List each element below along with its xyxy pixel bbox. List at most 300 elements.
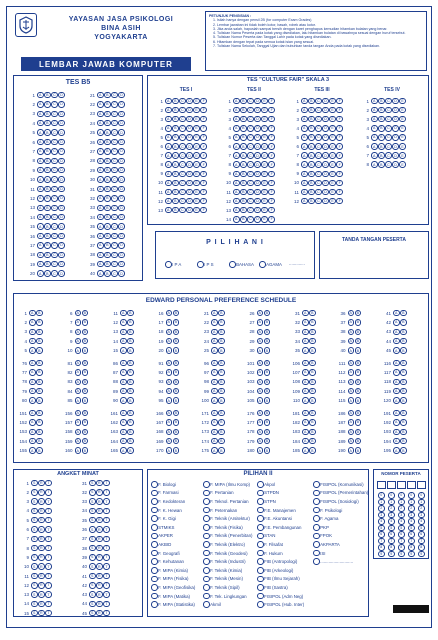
answer-bubble[interactable]: B [240, 116, 247, 123]
answer-bubble[interactable]: D [324, 117, 327, 122]
answer-bubble[interactable]: T [103, 508, 110, 515]
pilihan-2-option[interactable] [203, 601, 221, 608]
option-bubble[interactable] [257, 490, 264, 497]
digit-bubble[interactable]: 9 [418, 551, 425, 558]
pilihan-1-option[interactable] [197, 261, 214, 268]
answer-bubble[interactable]: R [98, 527, 101, 532]
answer-bubble[interactable]: A [393, 369, 400, 376]
answer-bubble[interactable]: D [394, 99, 397, 103]
answer-bubble[interactable]: E [261, 107, 268, 114]
answer-bubble[interactable]: S [31, 508, 38, 515]
option-bubble[interactable] [203, 541, 210, 548]
answer-bubble[interactable]: B [44, 261, 51, 268]
answer-bubble[interactable]: S [89, 582, 96, 589]
answer-bubble[interactable]: A [211, 329, 218, 336]
option-bubble[interactable] [197, 261, 204, 268]
answer-bubble[interactable]: R [98, 574, 101, 578]
answer-bubble[interactable]: C [113, 243, 116, 248]
answer-bubble[interactable]: A [37, 223, 44, 230]
option-bubble[interactable] [151, 524, 158, 531]
answer-bubble[interactable]: T [45, 554, 52, 561]
answer-bubble[interactable]: A [393, 419, 400, 426]
answer-bubble[interactable]: B [104, 252, 111, 259]
pilihan-2-option[interactable] [257, 481, 275, 488]
answer-bubble[interactable]: S [31, 536, 38, 543]
answer-bubble[interactable]: D [60, 271, 63, 276]
answer-bubble[interactable]: B [127, 379, 134, 386]
answer-bubble[interactable]: B [172, 107, 179, 114]
answer-bubble[interactable]: B [127, 388, 134, 395]
answer-bubble[interactable]: E [329, 98, 336, 105]
option-bubble[interactable] [257, 558, 264, 565]
option-bubble[interactable] [313, 498, 320, 505]
answer-bubble[interactable]: E [399, 116, 406, 123]
answer-bubble[interactable]: A [233, 98, 240, 105]
answer-bubble[interactable]: A [75, 338, 82, 345]
answer-bubble[interactable]: D [60, 102, 63, 107]
answer-bubble[interactable]: B [308, 171, 315, 178]
answer-bubble[interactable]: A [301, 134, 308, 141]
answer-bubble[interactable]: B [173, 338, 180, 345]
answer-bubble[interactable]: D [188, 153, 191, 158]
answer-bubble[interactable]: A [120, 447, 127, 454]
answer-bubble[interactable]: D [256, 135, 259, 140]
answer-bubble[interactable]: B [378, 143, 385, 150]
answer-bubble[interactable]: R [98, 518, 101, 523]
answer-bubble[interactable]: B [104, 205, 111, 212]
pilihan-2-option[interactable] [151, 515, 176, 522]
answer-bubble[interactable]: B [309, 347, 316, 354]
answer-bubble[interactable]: B [400, 419, 407, 426]
answer-bubble[interactable]: C [113, 130, 116, 135]
answer-bubble[interactable]: A [120, 429, 127, 436]
answer-bubble[interactable]: D [120, 102, 123, 107]
answer-bubble[interactable]: A [302, 410, 309, 417]
answer-bubble[interactable]: B [127, 447, 134, 454]
answer-bubble[interactable]: C [181, 117, 184, 122]
answer-bubble[interactable]: A [371, 116, 378, 123]
answer-bubble[interactable]: D [60, 205, 63, 210]
pilihan-2-option[interactable] [257, 533, 275, 540]
answer-bubble[interactable]: A [348, 397, 355, 404]
pilihan-2-option[interactable] [257, 567, 293, 574]
answer-bubble[interactable]: A [257, 419, 264, 426]
answer-bubble[interactable]: E [399, 143, 406, 150]
answer-bubble[interactable]: B [36, 310, 43, 317]
answer-bubble[interactable]: A [75, 410, 82, 417]
answer-bubble[interactable]: B [44, 158, 51, 165]
answer-bubble[interactable]: F [268, 198, 275, 205]
answer-bubble[interactable]: C [249, 99, 252, 103]
answer-bubble[interactable]: B [36, 338, 43, 345]
answer-bubble[interactable]: D [256, 162, 259, 167]
answer-bubble[interactable]: B [400, 438, 407, 445]
answer-bubble[interactable]: B [36, 438, 43, 445]
answer-bubble[interactable]: B [309, 329, 316, 336]
answer-bubble[interactable]: B [44, 92, 51, 99]
digit-bubble[interactable]: 3 [398, 512, 405, 519]
answer-bubble[interactable]: A [301, 180, 308, 187]
answer-bubble[interactable]: T [103, 601, 110, 608]
answer-bubble[interactable]: B [172, 198, 179, 205]
answer-bubble[interactable]: C [53, 111, 56, 116]
answer-bubble[interactable]: A [393, 379, 400, 386]
digit-bubble[interactable]: 3 [388, 512, 395, 519]
answer-bubble[interactable]: B [355, 338, 362, 345]
answer-bubble[interactable]: A [120, 419, 127, 426]
digit-bubble[interactable]: 1 [378, 499, 385, 506]
answer-bubble[interactable]: E [261, 180, 268, 187]
answer-bubble[interactable]: B [104, 176, 111, 183]
option-bubble[interactable] [313, 490, 320, 497]
answer-bubble[interactable]: B [218, 438, 225, 445]
answer-bubble[interactable]: B [309, 429, 316, 436]
answer-bubble[interactable]: A [97, 120, 104, 127]
digit-bubble[interactable]: 7 [388, 538, 395, 545]
answer-bubble[interactable]: C [249, 171, 252, 176]
answer-bubble[interactable]: F [268, 207, 275, 214]
answer-bubble[interactable]: B [173, 379, 180, 386]
answer-bubble[interactable]: B [240, 207, 247, 214]
answer-bubble[interactable]: A [120, 310, 127, 317]
answer-bubble[interactable]: B [308, 98, 315, 105]
answer-bubble[interactable]: B [378, 107, 385, 114]
answer-bubble[interactable]: A [233, 189, 240, 196]
answer-bubble[interactable]: S [89, 508, 96, 515]
answer-bubble[interactable]: A [348, 310, 355, 317]
answer-bubble[interactable]: C [113, 271, 116, 276]
answer-bubble[interactable]: D [188, 162, 191, 167]
answer-bubble[interactable]: A [165, 98, 172, 105]
answer-bubble[interactable]: D [120, 271, 123, 276]
option-bubble[interactable] [257, 533, 264, 540]
answer-bubble[interactable]: B [172, 125, 179, 132]
answer-bubble[interactable]: B [127, 419, 134, 426]
answer-bubble[interactable]: S [89, 573, 96, 580]
answer-bubble[interactable]: B [36, 319, 43, 326]
option-bubble[interactable] [203, 524, 210, 531]
answer-bubble[interactable]: B [82, 329, 89, 336]
answer-bubble[interactable]: A [166, 419, 173, 426]
answer-bubble[interactable]: A [75, 347, 82, 354]
answer-bubble[interactable]: C [53, 93, 56, 97]
option-bubble[interactable] [313, 507, 320, 514]
answer-bubble[interactable]: B [355, 388, 362, 395]
digit-entry-box[interactable] [417, 481, 426, 489]
answer-bubble[interactable]: C [387, 153, 390, 158]
answer-bubble[interactable]: A [37, 261, 44, 268]
answer-bubble[interactable]: B [172, 98, 179, 105]
option-bubble[interactable] [313, 550, 320, 557]
pilihan-2-option[interactable] [313, 558, 353, 565]
answer-bubble[interactable]: A [211, 397, 218, 404]
answer-bubble[interactable]: D [188, 117, 191, 122]
answer-bubble[interactable]: B [127, 338, 134, 345]
answer-bubble[interactable]: E [261, 171, 268, 178]
option-bubble[interactable] [257, 541, 264, 548]
answer-bubble[interactable]: A [120, 397, 127, 404]
answer-bubble[interactable]: D [60, 177, 63, 182]
answer-bubble[interactable]: D [120, 252, 123, 257]
option-bubble[interactable] [257, 593, 264, 600]
answer-bubble[interactable]: S [89, 554, 96, 561]
answer-bubble[interactable]: C [181, 144, 184, 149]
answer-bubble[interactable]: B [218, 397, 225, 404]
answer-bubble[interactable]: S [31, 582, 38, 589]
answer-bubble[interactable]: B [400, 379, 407, 386]
answer-bubble[interactable]: B [172, 161, 179, 168]
answer-bubble[interactable]: C [249, 144, 252, 149]
answer-bubble[interactable]: A [371, 107, 378, 114]
answer-bubble[interactable]: D [60, 130, 63, 135]
answer-bubble[interactable]: F [336, 116, 343, 123]
answer-bubble[interactable]: C [387, 135, 390, 140]
answer-bubble[interactable]: B [44, 176, 51, 183]
answer-bubble[interactable]: B [218, 347, 225, 354]
answer-bubble[interactable]: A [165, 107, 172, 114]
answer-bubble[interactable]: S [31, 545, 38, 552]
answer-bubble[interactable]: B [36, 429, 43, 436]
digit-bubble[interactable]: 4 [398, 518, 405, 525]
answer-bubble[interactable]: D [188, 135, 191, 140]
answer-bubble[interactable]: E [193, 116, 200, 123]
answer-bubble[interactable]: E [193, 107, 200, 114]
answer-bubble[interactable]: F [200, 207, 207, 214]
answer-bubble[interactable]: A [233, 107, 240, 114]
answer-bubble[interactable]: T [45, 582, 52, 589]
answer-bubble[interactable]: A [233, 161, 240, 168]
answer-bubble[interactable]: D [188, 180, 191, 185]
digit-bubble[interactable]: 5 [378, 525, 385, 532]
answer-bubble[interactable]: A [393, 447, 400, 454]
pilihan-2-option[interactable] [313, 515, 338, 522]
answer-bubble[interactable]: C [113, 215, 116, 220]
answer-bubble[interactable]: A [165, 125, 172, 132]
answer-bubble[interactable]: B [104, 120, 111, 127]
answer-bubble[interactable]: B [355, 379, 362, 386]
pilihan-1-option[interactable] [165, 261, 181, 268]
answer-bubble[interactable]: D [120, 121, 123, 126]
answer-bubble[interactable]: B [104, 158, 111, 165]
pilihan-2-option[interactable] [151, 558, 184, 565]
answer-bubble[interactable]: A [37, 167, 44, 174]
answer-bubble[interactable]: B [173, 397, 180, 404]
answer-bubble[interactable]: E [193, 207, 200, 214]
answer-bubble[interactable]: B [400, 397, 407, 404]
answer-bubble[interactable]: A [371, 125, 378, 132]
answer-bubble[interactable]: B [127, 319, 134, 326]
answer-bubble[interactable]: C [53, 215, 56, 220]
pilihan-2-option[interactable] [257, 515, 292, 522]
answer-bubble[interactable]: C [113, 196, 116, 201]
answer-bubble[interactable]: A [302, 419, 309, 426]
digit-bubble[interactable]: 6 [408, 531, 415, 538]
answer-bubble[interactable]: B [127, 329, 134, 336]
answer-bubble[interactable]: B [240, 143, 247, 150]
answer-bubble[interactable]: A [257, 379, 264, 386]
answer-bubble[interactable]: R [40, 555, 43, 560]
answer-bubble[interactable]: C [53, 149, 56, 154]
answer-bubble[interactable]: A [393, 360, 400, 367]
answer-bubble[interactable]: A [348, 410, 355, 417]
pilihan-2-option[interactable] [257, 541, 283, 548]
answer-bubble[interactable]: A [371, 98, 378, 105]
answer-bubble[interactable]: C [53, 234, 56, 238]
pilihan-2-option[interactable] [257, 498, 276, 505]
option-bubble[interactable] [151, 601, 158, 608]
answer-bubble[interactable]: F [268, 143, 275, 150]
answer-bubble[interactable]: B [36, 329, 43, 336]
pilihan-2-option[interactable] [203, 490, 234, 497]
pilihan-1-option[interactable] [289, 261, 305, 266]
answer-bubble[interactable]: B [264, 338, 271, 345]
answer-bubble[interactable]: A [165, 171, 172, 178]
answer-bubble[interactable]: A [302, 369, 309, 376]
answer-bubble[interactable]: A [257, 429, 264, 436]
digit-bubble[interactable]: 1 [398, 499, 405, 506]
digit-bubble[interactable]: 2 [418, 505, 425, 512]
answer-bubble[interactable]: A [302, 338, 309, 345]
answer-bubble[interactable]: D [60, 224, 63, 229]
answer-bubble[interactable]: B [309, 419, 316, 426]
answer-bubble[interactable]: A [75, 369, 82, 376]
answer-bubble[interactable]: B [44, 205, 51, 212]
digit-bubble[interactable]: 2 [408, 505, 415, 512]
pilihan-2-option[interactable] [257, 550, 283, 557]
answer-bubble[interactable]: B [400, 329, 407, 336]
digit-bubble[interactable]: 8 [378, 544, 385, 551]
answer-bubble[interactable]: R [40, 527, 43, 532]
answer-bubble[interactable]: B [172, 143, 179, 150]
answer-bubble[interactable]: B [44, 270, 51, 277]
digit-bubble[interactable]: 9 [408, 551, 415, 558]
option-bubble[interactable] [229, 261, 236, 268]
answer-bubble[interactable]: C [53, 158, 56, 163]
answer-bubble[interactable]: A [211, 379, 218, 386]
answer-bubble[interactable]: B [218, 447, 225, 454]
answer-bubble[interactable]: A [211, 360, 218, 367]
answer-bubble[interactable]: C [53, 196, 56, 201]
answer-bubble[interactable]: D [394, 117, 397, 122]
answer-bubble[interactable]: A [97, 242, 104, 249]
answer-bubble[interactable]: A [75, 438, 82, 445]
answer-bubble[interactable]: C [53, 168, 56, 173]
option-bubble[interactable] [203, 558, 210, 565]
pilihan-1-option[interactable] [259, 261, 282, 268]
answer-bubble[interactable]: S [89, 601, 96, 608]
answer-bubble[interactable]: D [60, 234, 63, 238]
answer-bubble[interactable]: A [75, 419, 82, 426]
answer-bubble[interactable]: B [104, 148, 111, 155]
pilihan-2-option[interactable] [151, 550, 180, 557]
answer-bubble[interactable]: D [256, 208, 259, 213]
pilihan-2-option[interactable] [313, 490, 368, 497]
answer-bubble[interactable]: D [60, 149, 63, 154]
answer-bubble[interactable]: A [29, 388, 36, 395]
digit-bubble[interactable]: 8 [408, 544, 415, 551]
answer-bubble[interactable]: D [256, 217, 259, 222]
answer-bubble[interactable]: C [113, 93, 116, 97]
answer-bubble[interactable]: T [45, 517, 52, 524]
pilihan-2-option[interactable] [203, 584, 240, 591]
answer-bubble[interactable]: S [31, 573, 38, 580]
answer-bubble[interactable]: B [36, 419, 43, 426]
answer-bubble[interactable]: R [98, 583, 101, 588]
answer-bubble[interactable]: D [324, 99, 327, 103]
option-bubble[interactable] [165, 261, 172, 268]
answer-bubble[interactable]: B [172, 171, 179, 178]
answer-bubble[interactable]: B [127, 310, 134, 317]
answer-bubble[interactable]: A [166, 338, 173, 345]
digit-bubble[interactable]: 7 [378, 538, 385, 545]
answer-bubble[interactable]: F [336, 180, 343, 187]
answer-bubble[interactable]: E [329, 134, 336, 141]
answer-bubble[interactable]: R [98, 499, 101, 504]
answer-bubble[interactable]: C [53, 243, 56, 248]
answer-bubble[interactable]: R [98, 508, 101, 513]
option-bubble[interactable] [313, 533, 320, 540]
answer-bubble[interactable]: B [173, 310, 180, 317]
answer-bubble[interactable]: B [240, 98, 247, 105]
answer-bubble[interactable]: A [301, 125, 308, 132]
answer-bubble[interactable]: C [53, 205, 56, 210]
answer-bubble[interactable]: D [60, 187, 63, 191]
answer-bubble[interactable]: B [400, 447, 407, 454]
answer-bubble[interactable]: B [82, 319, 89, 326]
pilihan-2-option[interactable] [203, 533, 252, 540]
answer-bubble[interactable]: A [166, 319, 173, 326]
answer-bubble[interactable]: C [317, 117, 320, 122]
answer-bubble[interactable]: T [45, 545, 52, 552]
answer-bubble[interactable]: A [257, 347, 264, 354]
answer-bubble[interactable]: F [268, 216, 275, 223]
digit-bubble[interactable]: 2 [378, 505, 385, 512]
answer-bubble[interactable]: R [40, 536, 43, 541]
answer-bubble[interactable]: B [44, 139, 51, 146]
pilihan-2-option[interactable] [313, 481, 364, 488]
option-bubble[interactable] [151, 558, 158, 565]
digit-bubble[interactable]: 4 [408, 518, 415, 525]
answer-bubble[interactable]: B [218, 429, 225, 436]
answer-bubble[interactable]: A [37, 186, 44, 193]
answer-bubble[interactable]: T [45, 498, 52, 505]
answer-bubble[interactable]: T [103, 526, 110, 533]
answer-bubble[interactable]: C [317, 153, 320, 158]
answer-bubble[interactable]: B [400, 410, 407, 417]
answer-bubble[interactable]: S [31, 591, 38, 598]
answer-bubble[interactable]: A [97, 111, 104, 118]
answer-bubble[interactable]: A [393, 397, 400, 404]
answer-bubble[interactable]: A [166, 429, 173, 436]
answer-bubble[interactable]: B [308, 152, 315, 159]
option-bubble[interactable] [203, 584, 210, 591]
answer-bubble[interactable]: C [113, 252, 116, 257]
answer-bubble[interactable]: D [394, 153, 397, 158]
answer-bubble[interactable]: C [53, 271, 56, 276]
answer-bubble[interactable]: D [188, 208, 191, 213]
option-bubble[interactable] [203, 593, 210, 600]
option-bubble[interactable] [257, 515, 264, 522]
answer-bubble[interactable]: C [181, 108, 184, 113]
answer-bubble[interactable]: A [348, 438, 355, 445]
answer-bubble[interactable]: A [97, 101, 104, 108]
answer-bubble[interactable]: E [329, 125, 336, 132]
option-bubble[interactable] [313, 481, 320, 488]
answer-bubble[interactable]: S [89, 480, 96, 487]
option-bubble[interactable] [313, 541, 320, 548]
answer-bubble[interactable]: D [60, 168, 63, 173]
answer-bubble[interactable]: E [193, 198, 200, 205]
